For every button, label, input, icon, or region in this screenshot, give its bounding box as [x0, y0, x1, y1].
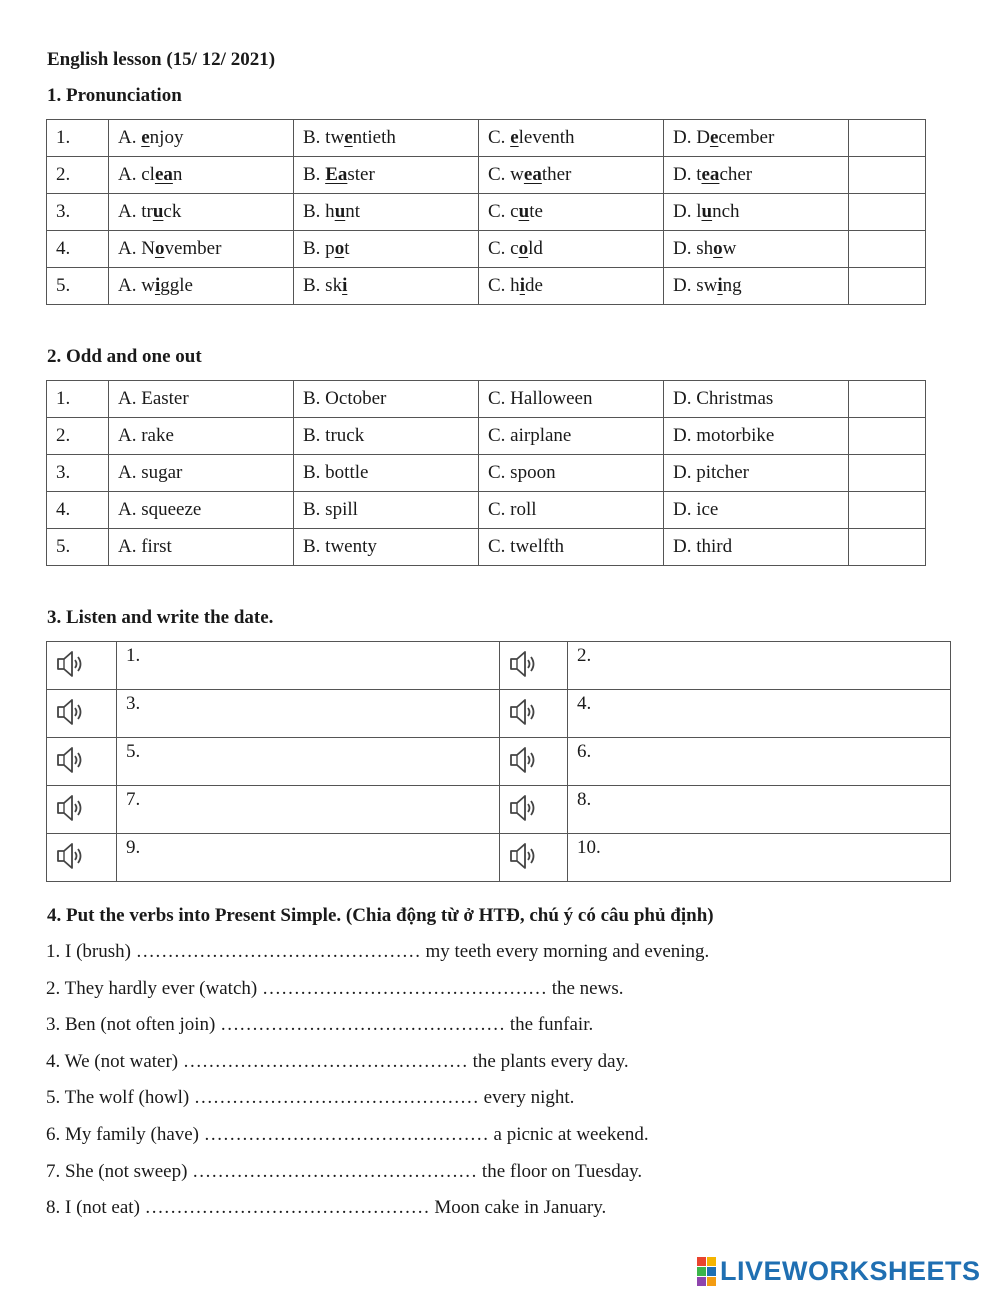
date-answer-field[interactable]: 7. — [117, 786, 500, 834]
exercise-sentence[interactable]: 6. My family (have) ……………………………………… a picnic at weekend. — [46, 1124, 649, 1145]
question-number: 4. — [47, 492, 109, 529]
speaker-icon[interactable] — [55, 743, 85, 777]
answer-option[interactable] — [664, 157, 849, 194]
option-text: cember — [718, 127, 775, 148]
option-text: cher — [719, 164, 753, 185]
logo-block — [697, 1257, 706, 1266]
answer-option[interactable] — [109, 194, 294, 231]
option-text: C. c — [488, 201, 519, 222]
answer-option[interactable] — [294, 120, 479, 157]
speaker-cell — [47, 786, 117, 834]
option-text: A. N — [118, 238, 155, 259]
speaker-cell — [47, 690, 117, 738]
table-row — [47, 786, 951, 834]
underlined-sound: i — [342, 275, 348, 296]
underlined-sound: i — [717, 275, 723, 296]
speaker-cell — [47, 834, 117, 882]
option-text: te — [529, 201, 543, 222]
section-1-title: 1. Pronunciation — [47, 85, 182, 106]
option-text: ther — [541, 164, 572, 185]
speaker-icon[interactable] — [55, 791, 85, 825]
answer-box[interactable] — [849, 381, 926, 418]
option-text: D. t — [673, 164, 702, 185]
speaker-icon[interactable] — [508, 839, 538, 873]
underlined-sound: o — [518, 238, 529, 259]
exercise-sentence[interactable]: 1. I (brush) ……………………………………… my teeth every morning and evening. — [46, 941, 710, 962]
answer-option[interactable]: D. third — [664, 529, 849, 566]
speaker-icon[interactable] — [55, 839, 85, 873]
underlined-sound: o — [713, 238, 723, 259]
table-row — [47, 455, 926, 492]
option-text: C. — [488, 127, 511, 148]
speaker-icon[interactable] — [508, 743, 538, 777]
speaker-icon[interactable] — [55, 695, 85, 729]
underlined-sound: Ea — [325, 164, 348, 185]
liveworksheets-logo — [697, 1256, 981, 1286]
option-text: B. h — [303, 201, 335, 222]
option-text: t — [344, 238, 350, 259]
date-answer-field[interactable]: 3. — [117, 690, 500, 738]
answer-box[interactable] — [849, 157, 926, 194]
option-text: nch — [712, 201, 740, 222]
table-row — [47, 381, 926, 418]
underlined-sound: e — [141, 127, 150, 148]
table-row — [47, 738, 951, 786]
option-text: C. h — [488, 275, 520, 296]
question-number: 2. — [47, 418, 109, 455]
option-text: C. c — [488, 238, 519, 259]
option-text: ck — [163, 201, 182, 222]
option-text: de — [524, 275, 543, 296]
answer-option[interactable] — [664, 268, 849, 305]
option-text: ld — [528, 238, 543, 259]
speaker-icon[interactable] — [508, 695, 538, 729]
answer-option[interactable]: A. first — [109, 529, 294, 566]
table-row — [47, 690, 951, 738]
speaker-cell — [47, 738, 117, 786]
logo-block — [697, 1267, 706, 1276]
exercise-sentence[interactable]: 4. We (not water) ……………………………………… the plants every day. — [46, 1050, 629, 1072]
speaker-cell — [47, 642, 117, 690]
answer-box[interactable] — [849, 529, 926, 566]
answer-option[interactable]: B. twenty — [294, 529, 479, 566]
answer-option[interactable] — [479, 194, 664, 231]
question-number: 4. — [47, 231, 109, 268]
underlined-sound: ea — [523, 164, 542, 185]
answer-option[interactable] — [294, 268, 479, 305]
odd-one-out-table — [46, 380, 926, 566]
answer-option[interactable]: B. spill — [294, 492, 479, 529]
option-text: B. tw — [303, 127, 345, 148]
table-row — [47, 492, 926, 529]
answer-option[interactable] — [479, 231, 664, 268]
answer-option[interactable]: C. airplane — [479, 418, 664, 455]
section-3-title: 3. Listen and write the date. — [47, 607, 274, 628]
answer-option[interactable]: D. pitcher — [664, 455, 849, 492]
date-answer-field[interactable]: 2. — [568, 642, 951, 690]
answer-option[interactable]: D. Christmas — [664, 381, 849, 418]
option-text: ggle — [160, 275, 193, 296]
answer-option[interactable]: A. rake — [109, 418, 294, 455]
table-row — [47, 529, 926, 566]
logo-block — [707, 1257, 716, 1266]
underlined-sound: i — [519, 275, 525, 296]
table-row — [47, 120, 926, 157]
answer-option[interactable] — [109, 231, 294, 268]
answer-option[interactable] — [479, 157, 664, 194]
underlined-sound: e — [344, 127, 353, 148]
logo-block — [707, 1267, 716, 1276]
underlined-sound: u — [334, 201, 346, 222]
logo-block — [707, 1277, 716, 1286]
exercise-sentence[interactable]: 2. They hardly ever (watch) ……………………………………… the news. — [46, 977, 624, 999]
underlined-sound: u — [701, 201, 713, 222]
speaker-icon[interactable] — [55, 647, 85, 681]
logo-block — [697, 1277, 706, 1286]
table-row — [47, 157, 926, 194]
answer-option[interactable] — [664, 194, 849, 231]
lesson-title: English lesson (15/ 12/ 2021) — [47, 49, 276, 70]
option-text: leventh — [518, 127, 575, 148]
underlined-sound: ea — [701, 164, 720, 185]
question-number: 3. — [47, 455, 109, 492]
option-text: njoy — [149, 127, 184, 148]
question-number: 1. — [47, 120, 109, 157]
option-text: C. w — [488, 164, 524, 185]
table-row — [47, 418, 926, 455]
underlined-sound: ea — [154, 164, 173, 185]
question-number: 2. — [47, 157, 109, 194]
answer-option[interactable]: C. twelfth — [479, 529, 664, 566]
option-text: B. — [303, 164, 326, 185]
option-text: nt — [345, 201, 361, 222]
answer-box[interactable] — [849, 455, 926, 492]
underlined-sound: e — [709, 127, 719, 148]
option-text: A. tr — [118, 201, 153, 222]
exercise-sentence[interactable]: 8. I (not eat) ……………………………………… Moon cake in January. — [46, 1197, 607, 1219]
answer-option[interactable] — [294, 231, 479, 268]
speaker-cell — [500, 834, 568, 882]
option-text: A. w — [118, 275, 155, 296]
answer-box[interactable] — [849, 418, 926, 455]
table-row — [47, 231, 926, 268]
option-text: ng — [722, 275, 742, 296]
speaker-cell — [500, 786, 568, 834]
date-answer-field[interactable]: 8. — [568, 786, 951, 834]
answer-box[interactable] — [849, 194, 926, 231]
option-text: D. sw — [673, 275, 718, 296]
option-text: D. l — [673, 201, 702, 222]
answer-box[interactable] — [849, 268, 926, 305]
exercise-sentence[interactable]: 7. She (not sweep) ……………………………………… the floor on Tuesday. — [46, 1160, 643, 1182]
answer-box[interactable] — [849, 231, 926, 268]
option-text: w — [722, 238, 737, 259]
option-text: B. p — [303, 238, 335, 259]
answer-option[interactable]: A. squeeze — [109, 492, 294, 529]
underlined-sound: u — [518, 201, 530, 222]
answer-option[interactable]: C. roll — [479, 492, 664, 529]
answer-option[interactable] — [664, 120, 849, 157]
date-answer-field[interactable]: 9. — [117, 834, 500, 882]
option-text: D. sh — [673, 238, 714, 259]
option-text: n — [172, 164, 183, 185]
exercise-sentence[interactable]: 5. The wolf (howl) ……………………………………… every night. — [46, 1087, 575, 1109]
table-row — [47, 834, 951, 882]
answer-option[interactable] — [109, 120, 294, 157]
option-text: D. D — [673, 127, 710, 148]
option-text: ntieth — [352, 127, 396, 148]
answer-option[interactable] — [109, 268, 294, 305]
answer-option[interactable] — [109, 157, 294, 194]
answer-option[interactable]: D. motorbike — [664, 418, 849, 455]
answer-option[interactable]: B. truck — [294, 418, 479, 455]
speaker-icon[interactable] — [508, 647, 538, 681]
option-text: ster — [347, 164, 375, 185]
question-number: 3. — [47, 194, 109, 231]
answer-option[interactable]: C. spoon — [479, 455, 664, 492]
underlined-sound: i — [154, 275, 161, 296]
underlined-sound: o — [154, 238, 165, 259]
table-row — [47, 268, 926, 305]
question-number: 1. — [47, 381, 109, 418]
option-text: A. — [118, 127, 142, 148]
answer-option[interactable] — [294, 194, 479, 231]
speaker-cell — [500, 642, 568, 690]
option-text: A. cl — [118, 164, 155, 185]
date-answer-field[interactable]: 4. — [568, 690, 951, 738]
question-number: 5. — [47, 529, 109, 566]
underlined-sound: u — [152, 201, 164, 222]
underlined-sound: o — [334, 238, 345, 259]
underlined-sound: e — [510, 127, 519, 148]
date-answer-field[interactable]: 1. — [117, 642, 500, 690]
option-text: vember — [164, 238, 222, 259]
answer-option[interactable] — [294, 157, 479, 194]
answer-box[interactable] — [849, 492, 926, 529]
listen-date-table — [46, 641, 951, 882]
answer-option[interactable] — [664, 231, 849, 268]
answer-option[interactable]: A. Easter — [109, 381, 294, 418]
answer-option[interactable] — [479, 268, 664, 305]
pronunciation-table — [46, 119, 926, 305]
question-number: 5. — [47, 268, 109, 305]
speaker-icon[interactable] — [508, 791, 538, 825]
answer-option[interactable] — [479, 120, 664, 157]
table-row — [47, 642, 951, 690]
speaker-cell — [500, 690, 568, 738]
answer-option[interactable]: B. bottle — [294, 455, 479, 492]
date-answer-field[interactable]: 6. — [568, 738, 951, 786]
answer-box[interactable] — [849, 120, 926, 157]
logo-text: LIVEWORKSHEETS — [720, 1255, 981, 1286]
table-row — [47, 194, 926, 231]
answer-option[interactable]: A. sugar — [109, 455, 294, 492]
answer-option[interactable]: D. ice — [664, 492, 849, 529]
section-2-title: 2. Odd and one out — [47, 346, 202, 367]
date-answer-field[interactable]: 10. — [568, 834, 951, 882]
speaker-cell — [500, 738, 568, 786]
option-text: B. sk — [303, 275, 343, 296]
section-4-title: 4. Put the verbs into Present Simple. (Chia động từ ở HTĐ, chú ý có câu phủ định) — [47, 905, 714, 926]
answer-option[interactable]: C. Halloween — [479, 381, 664, 418]
logo-blocks-icon — [697, 1257, 716, 1286]
answer-option[interactable]: B. October — [294, 381, 479, 418]
exercise-sentence[interactable]: 3. Ben (not often join) ……………………………………… the funfair. — [46, 1014, 594, 1036]
date-answer-field[interactable]: 5. — [117, 738, 500, 786]
